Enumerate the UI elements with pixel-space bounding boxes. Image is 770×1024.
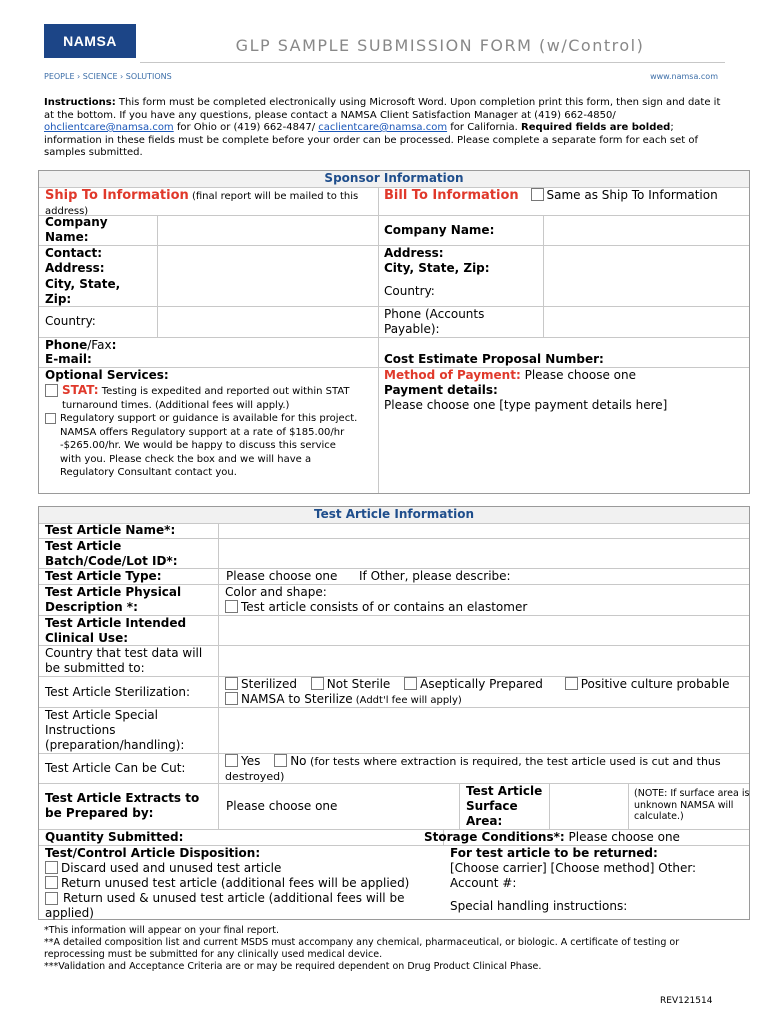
discard-row — [45, 861, 281, 876]
return-unused-label: Return unused test article (additional fees will be applied) — [61, 876, 410, 890]
bill-company-label: Company Name: — [384, 223, 495, 237]
header-divider — [140, 62, 725, 63]
sponsor-header: Sponsor Information — [39, 171, 749, 187]
cut-note: (for tests where extraction is required, the test article used is cut and thus destroyed) — [225, 755, 721, 783]
can-be-cut-label: Test Article Can be Cut: — [45, 761, 186, 775]
ship-to-heading — [45, 188, 375, 218]
namsa-logo: NAMSA — [44, 24, 136, 58]
country-input[interactable] — [219, 646, 748, 675]
quantity-label: Quantity Submitted: — [45, 830, 184, 844]
namsa-sterilize-row — [225, 692, 462, 707]
instructions-text4: ; information in these fields must be complete before your order can be processed. Please complete a separate form for each set of samples submitted. — [44, 122, 699, 158]
sterilization-label: Test Article Sterilization: — [45, 685, 191, 699]
stat-description: Testing is expedited and reported out within STAT turnaround times. (Additional fees will apply.) — [62, 386, 350, 411]
payment-method — [384, 368, 636, 383]
instructions-text2: for Ohio or (419) 662-4847/ — [173, 122, 319, 133]
type-label: Test Article Type: — [45, 569, 162, 583]
bill-country-input[interactable] — [544, 276, 748, 305]
return-unused-checkbox[interactable] — [45, 876, 58, 889]
intended-use-input[interactable] — [219, 616, 748, 645]
color-shape-label: Color and shape: — [225, 585, 327, 599]
surface-area-input[interactable] — [550, 784, 627, 828]
ship-company-label: Company Name: — [45, 215, 108, 244]
same-as-label: Same as Ship To Information — [546, 188, 718, 202]
payment-method-label: Method of Payment: — [384, 368, 521, 382]
payment-details-label: Payment details: — [384, 383, 498, 397]
aseptic-checkbox[interactable] — [404, 677, 417, 690]
phone-word: Phone — [45, 338, 88, 352]
ship-contact-input[interactable] — [158, 246, 377, 275]
cut-yes-label: Yes — [241, 754, 261, 768]
phone-colon: : — [111, 338, 117, 352]
page-title: GLP SAMPLE SUBMISSION FORM (w/Control) — [235, 36, 645, 55]
bill-address-input[interactable] — [544, 246, 748, 275]
regulatory-checkbox[interactable] — [45, 413, 56, 424]
optional-services-label: Optional Services: — [45, 368, 169, 382]
sterilized-checkbox[interactable] — [225, 677, 238, 690]
elastomer-label: Test article consists of or contains an elastomer — [241, 600, 528, 614]
disposition-label: Test/Control Article Disposition: — [45, 846, 261, 860]
discard-label: Discard used and unused test article — [61, 861, 282, 875]
divider — [459, 783, 460, 829]
footnote-3: ***Validation and Acceptance Criteria are or may be required dependent on Drug Product Clinical Phase. — [44, 961, 542, 972]
type-other-label: If Other, please describe: — [359, 569, 511, 583]
storage-row — [424, 830, 680, 845]
discard-checkbox[interactable] — [45, 861, 58, 874]
ship-to-note: (final report will be mailed to this address) — [45, 191, 359, 217]
extracts-label: Test Article Extracts to be Prepared by: — [45, 791, 200, 820]
return-used-label: Return used & unused test article (additional fees will be applied) — [45, 891, 405, 920]
ship-contact-label: Contact: — [45, 246, 103, 260]
bill-address-label: Address: — [384, 246, 444, 260]
website-link[interactable]: www.namsa.com — [650, 72, 718, 81]
surface-area-label: Test Article Surface Area: — [466, 784, 543, 828]
cut-no-checkbox[interactable] — [274, 754, 287, 767]
instructions-label: Instructions: — [44, 97, 116, 108]
divider — [378, 187, 379, 493]
intended-use-label: Test Article Intended Clinical Use: — [45, 616, 187, 645]
instructions-text1: This form must be completed electronically using Microsoft Word. Upon completion print this form, then sign and date it at the bottom. If you have any questions, please contact a NAMSA Client Satisfaction Manager at (419) 662-4850/ — [44, 97, 721, 121]
footnote-1: *This information will appear on your final report. — [44, 925, 279, 936]
test-name-label: Test Article Name*: — [45, 523, 176, 537]
instructions-text3: for California. — [447, 122, 522, 133]
fax-word: /Fax — [87, 338, 112, 352]
elastomer-row — [225, 600, 527, 615]
ship-city-label: City, State, Zip: — [45, 277, 121, 306]
tagline: PEOPLE › SCIENCE › SOLUTIONS — [44, 72, 172, 81]
divider — [628, 783, 629, 829]
country-label: Country that test data will be submitted to: — [45, 646, 203, 675]
ship-phone-label — [45, 338, 116, 353]
instructions — [44, 97, 724, 160]
bill-to-title: Bill To Information — [384, 188, 519, 203]
namsa-sterilize-label: NAMSA to Sterilize — [241, 692, 353, 706]
ship-address-label: Address: — [45, 261, 105, 275]
account-label: Account #: — [450, 876, 517, 890]
ohio-email-link[interactable]: ohclientcare@namsa.com — [44, 122, 174, 133]
revision-code: REV121514 — [660, 996, 713, 1006]
ship-country-input[interactable] — [158, 307, 377, 336]
same-as-checkbox[interactable] — [531, 188, 544, 201]
footnote-2: **A detailed composition list and current MSDS must accompany any chemical, pharmaceutical, or biologic. A certificate of testing or reprocessing must be submitted for any clinically used medical device. — [44, 937, 680, 960]
special-handling-label: Special handling instructions: — [450, 899, 628, 913]
cost-estimate-label: Cost Estimate Proposal Number: — [384, 352, 604, 366]
type-select[interactable]: Please choose one — [226, 569, 338, 583]
bill-phone-input[interactable] — [544, 307, 748, 336]
positive-culture-checkbox[interactable] — [565, 677, 578, 690]
addtl-fee-note: (Addt'l fee will apply) — [352, 695, 462, 706]
special-instructions-input[interactable] — [219, 708, 748, 752]
payment-details-input[interactable]: Please choose one [type payment details here] — [384, 398, 668, 412]
cut-yes-checkbox[interactable] — [225, 754, 238, 767]
ship-email-label: E-mail: — [45, 352, 92, 366]
physical-label: Test Article Physical Description *: — [45, 585, 182, 614]
returned-label: For test article to be returned: — [450, 846, 658, 860]
surface-area-note: (NOTE: If surface area is unknown NAMSA will calculate.) — [634, 788, 750, 822]
batch-input[interactable] — [219, 539, 748, 568]
not-sterile-label: Not Sterile — [326, 677, 391, 691]
cut-no-label: No — [290, 754, 307, 768]
required-note: Required fields are bolded — [521, 122, 671, 133]
ship-to-title: Ship To Information — [45, 188, 189, 203]
bill-company-input[interactable] — [544, 216, 748, 245]
stat-text — [62, 384, 362, 412]
bill-phone-label: Phone (Accounts Payable): — [384, 307, 485, 336]
aseptic-label: Aseptically Prepared — [420, 677, 543, 691]
divider — [39, 337, 749, 338]
extracts-select[interactable]: Please choose one — [226, 799, 338, 813]
bill-city-label: City, State, Zip: — [384, 261, 490, 275]
storage-select[interactable]: Please choose one — [564, 830, 680, 844]
not-sterile-checkbox[interactable] — [311, 677, 324, 690]
special-instructions-label: Test Article Special Instructions (preparation/handling): — [45, 708, 185, 752]
positive-culture-label: Positive culture probable — [580, 677, 730, 691]
ship-country-label: Country: — [45, 314, 96, 328]
ship-company-input[interactable] — [158, 216, 377, 245]
stat-checkbox[interactable] — [45, 384, 58, 397]
storage-label: Storage Conditions*: — [424, 830, 565, 844]
bill-country-label: Country: — [384, 284, 435, 298]
cut-options — [225, 754, 747, 784]
regulatory-text: Regulatory support or guidance is available for this project. NAMSA offers Regulatory support at a rate of $185.00/hr -$265.00/hr. We would be happy to discuss this service with you. Please check the box and we will have a Regulatory Consultant contact you. — [60, 413, 358, 478]
ship-city-input[interactable] — [158, 276, 377, 305]
test-article-header: Test Article Information — [39, 507, 749, 523]
sterilized-label: Sterilized — [241, 677, 297, 691]
footnotes — [44, 925, 734, 973]
bill-to-heading — [384, 188, 744, 203]
stat-label: STAT: — [62, 383, 99, 397]
test-name-input[interactable] — [219, 524, 748, 538]
elastomer-checkbox[interactable] — [225, 600, 238, 613]
california-email-link[interactable]: caclientcare@namsa.com — [318, 122, 448, 133]
sterilization-options — [225, 677, 750, 692]
batch-label: Test Article Batch/Code/Lot ID*: — [45, 539, 178, 568]
payment-method-select[interactable]: Please choose one — [520, 368, 637, 382]
return-unused-row — [45, 876, 409, 891]
namsa-sterilize-checkbox[interactable] — [225, 692, 238, 705]
carrier-method[interactable]: [Choose carrier] [Choose method] Other: — [450, 861, 697, 875]
